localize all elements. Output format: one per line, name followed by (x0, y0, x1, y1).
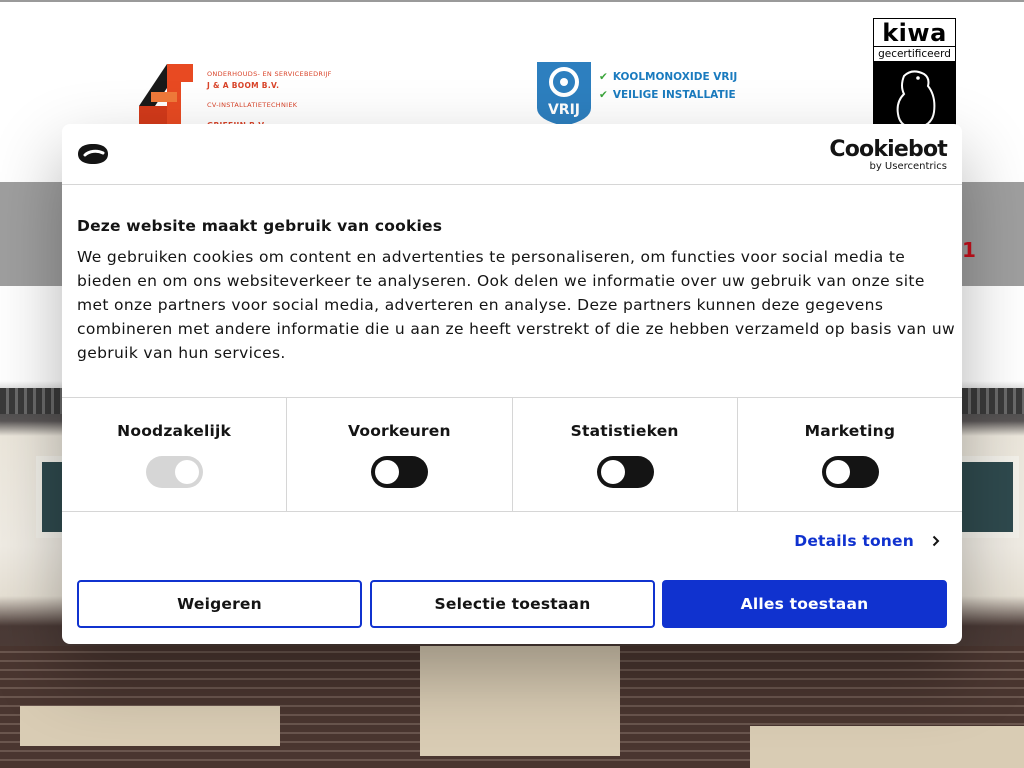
roof-tiles-left (0, 388, 70, 414)
boom-logo-line-2: J & A BOOM B.V. (207, 81, 280, 90)
chevron-right-icon (932, 535, 940, 547)
co-vrij-shield-icon (533, 58, 595, 128)
dialog-description: We gebruiken cookies om content en advertenties te personaliseren, om functies voor social media te bieden en om ons websiteverkeer te analyseren. Ook delen we informatie over uw gebruik van onze site met onze partners voor social media, adverteren en analyse. Deze partners kunnen deze gegevens combineren met andere informatie die u aan ze heeft verstrekt of die ze hebben verzameld op basis van uw gebruik van hun services. (77, 248, 956, 362)
roof-tiles-right (962, 388, 1024, 414)
building-window (955, 456, 1019, 538)
category-statistics (513, 398, 738, 511)
cookie-consent-dialog (62, 124, 962, 644)
reject-button[interactable]: Weigeren (77, 580, 362, 628)
co-vrij-line-1-text: KOOLMONOXIDE VRIJ (612, 71, 738, 83)
preferences-toggle[interactable] (371, 456, 428, 488)
cookiebot-logo-icon (77, 142, 109, 166)
boom-logo-line-1: ONDERHOUDS- EN SERVICEBEDRIJF (207, 70, 332, 78)
category-label: Statistieken (570, 422, 679, 440)
category-necessary (62, 398, 287, 511)
show-details-link[interactable] (794, 532, 940, 550)
allow-all-button[interactable]: Alles toestaan (662, 580, 947, 628)
co-vrij-line-2-text: VEILIGE INSTALLATIE (612, 89, 736, 101)
consent-categories (62, 397, 962, 512)
co-vrij-shield-text: VRIJ (547, 102, 581, 118)
boom-company-logo[interactable] (137, 62, 332, 132)
check-icon: ✔ (599, 71, 608, 83)
category-label: Marketing (804, 422, 896, 440)
phone-number-fragment[interactable]: 1 (962, 238, 976, 262)
dialog-header (62, 124, 962, 185)
toggle-knob (601, 460, 625, 484)
dialog-title: Deze website maakt gebruik van cookies (77, 217, 443, 235)
co-vrij-line-2 (599, 89, 736, 101)
stone-lintel (20, 706, 280, 746)
toggle-knob (826, 460, 850, 484)
kiwa-subtitle: gecertificeerd (874, 46, 955, 62)
show-details-label: Details tonen (794, 532, 914, 550)
kiwa-wordmark: kiwa (882, 19, 947, 47)
boom-logo-mark-icon (137, 62, 199, 132)
allow-selection-button[interactable]: Selectie toestaan (370, 580, 655, 628)
category-preferences (287, 398, 512, 511)
beaver-icon (874, 62, 955, 130)
statistics-toggle[interactable] (597, 456, 654, 488)
kiwa-certified-logo[interactable] (873, 18, 956, 130)
kiwa-beaver-panel (874, 62, 955, 130)
toggle-knob (375, 460, 399, 484)
category-marketing (738, 398, 962, 511)
stone-lintel (750, 726, 1024, 768)
cookiebot-brand[interactable] (829, 138, 947, 172)
category-label: Noodzakelijk (117, 422, 232, 440)
cookiebot-brand-name: Cookiebot (829, 137, 947, 162)
cookiebot-brand-by: by Usercentrics (869, 161, 947, 172)
marketing-toggle[interactable] (822, 456, 879, 488)
category-label: Voorkeuren (348, 422, 451, 440)
check-icon: ✔ (599, 89, 608, 101)
co-vrij-logo[interactable] (533, 58, 743, 130)
toggle-knob (175, 460, 199, 484)
stone-ornament (420, 646, 620, 756)
necessary-toggle (146, 456, 203, 488)
boom-logo-line-3: CV-INSTALLATIETECHNIEK (207, 101, 298, 109)
co-vrij-line-1 (599, 71, 737, 83)
